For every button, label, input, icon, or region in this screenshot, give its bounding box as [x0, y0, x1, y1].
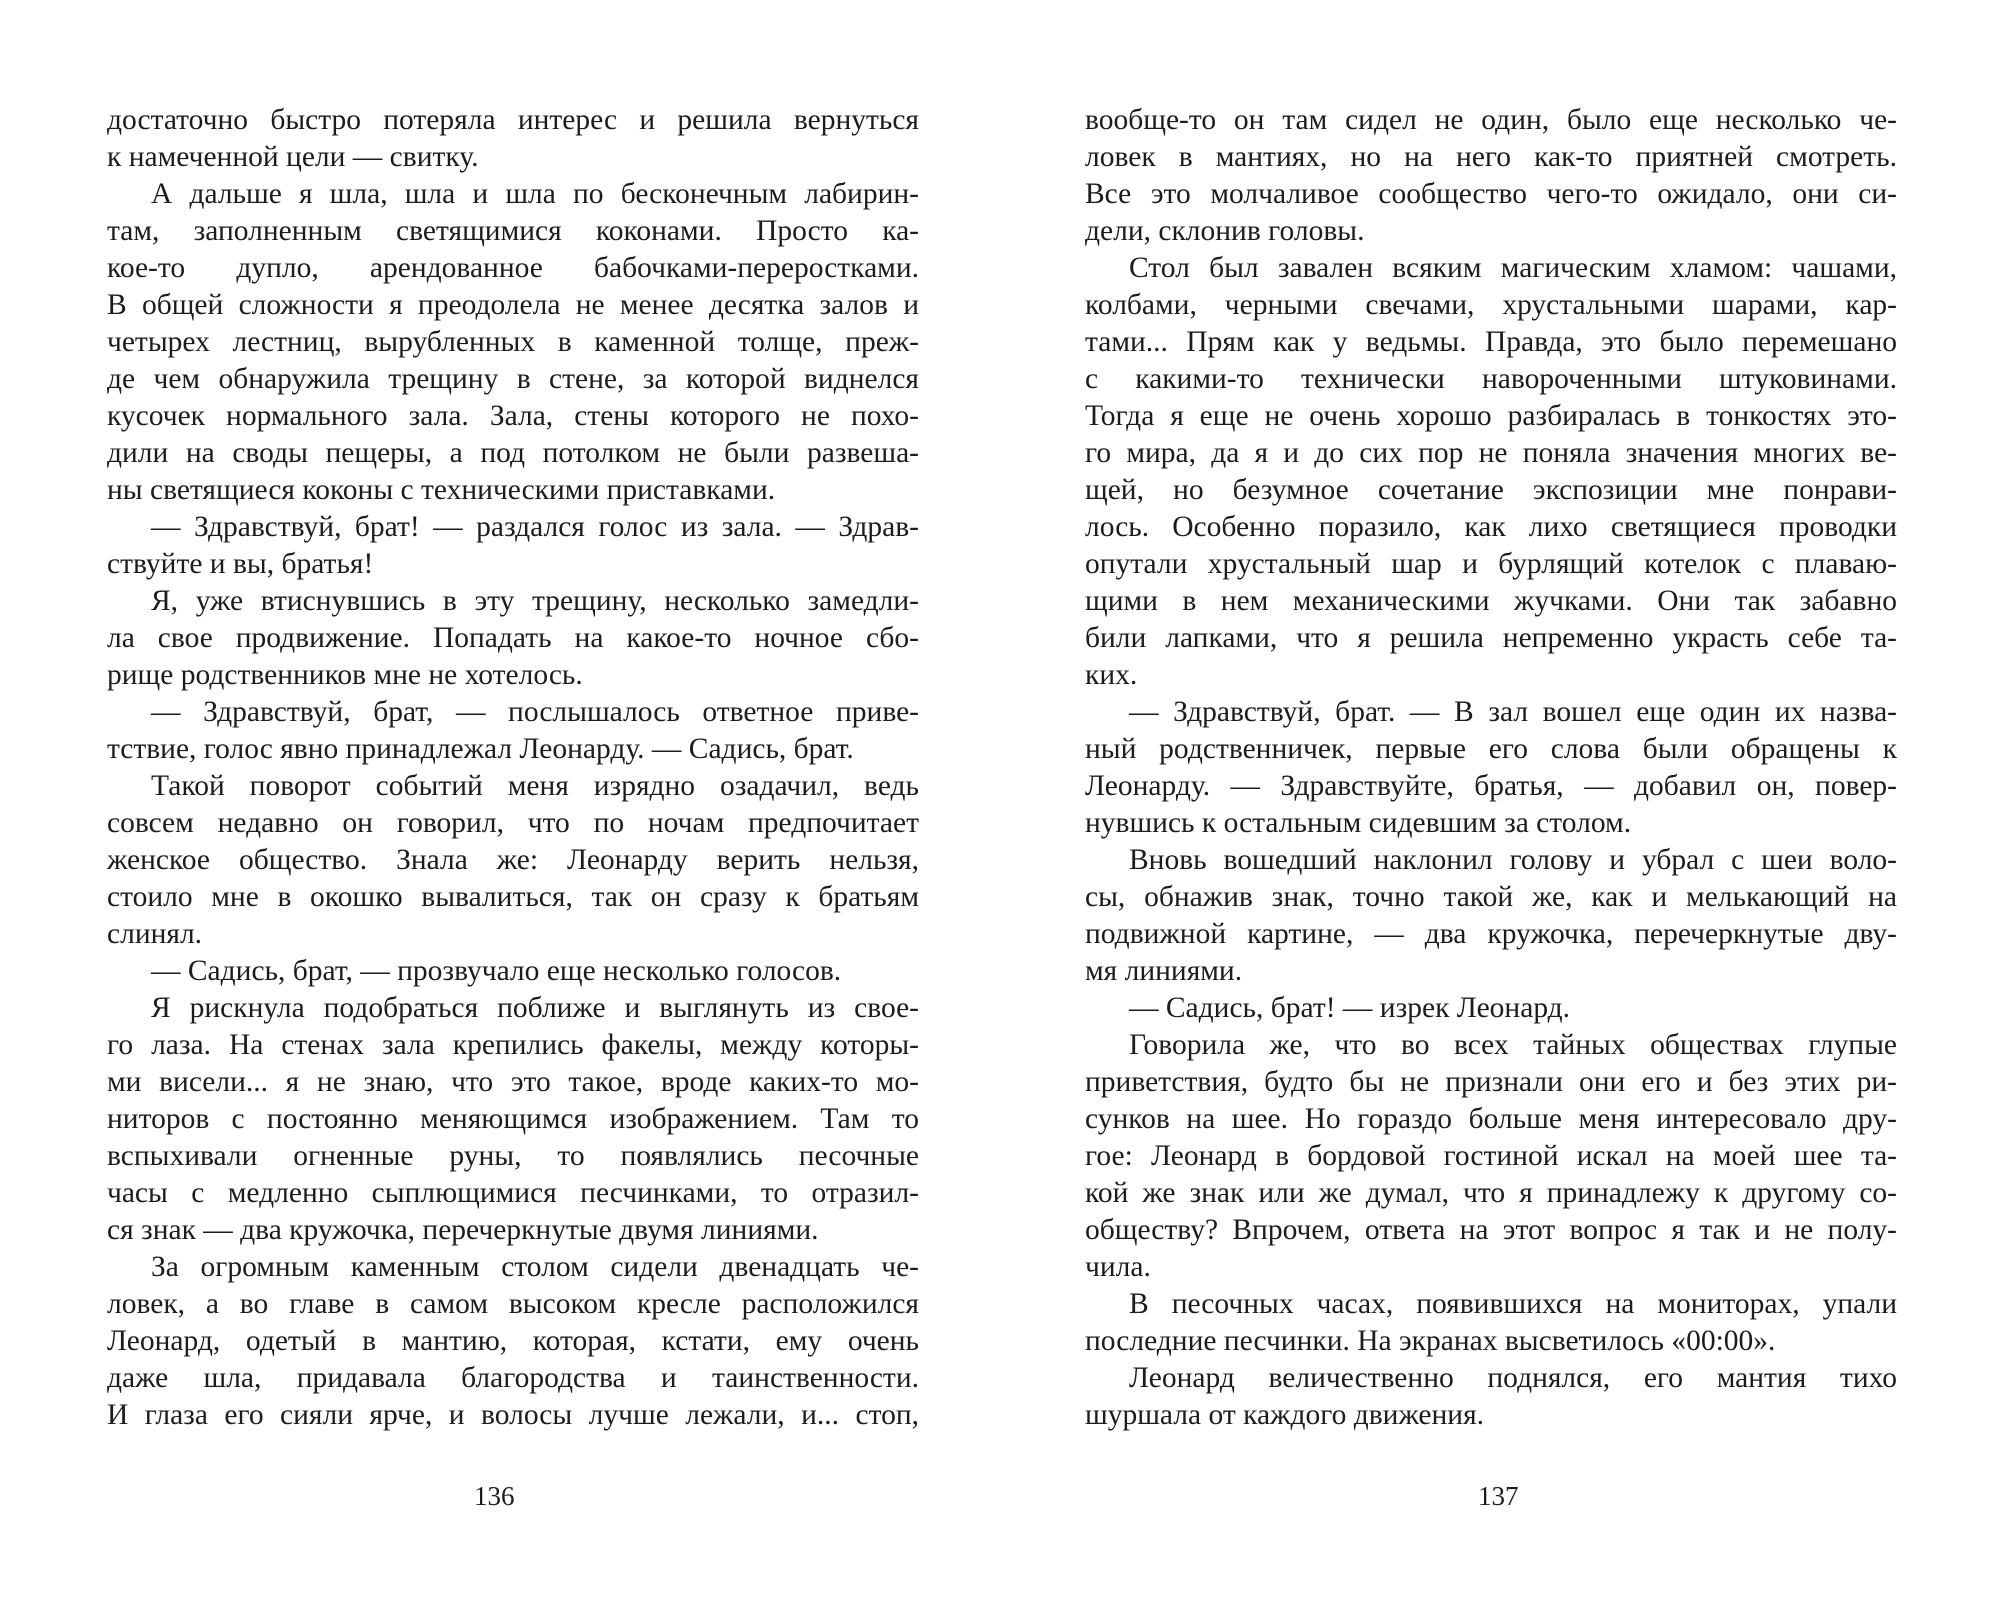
- text-line: лось. Особенно поразило, как лихо светящиеся проводки: [1085, 511, 1897, 543]
- text-line: Все это молчаливое сообщество чего-то ожидало, они си-: [1085, 178, 1897, 210]
- text-line: совсем недавно он говорил, что по ночам предпочитает: [107, 807, 919, 839]
- text-line: тами... Прям как у ведьмы. Правда, это было перемешано: [1085, 326, 1897, 358]
- text-line: ла свое продвижение. Попадать на какое-то ночное сбо-: [107, 622, 919, 654]
- text-line: В песочных часах, появившихся на мониторах, упали: [1129, 1288, 1897, 1320]
- text-line: часы с медленно сыплющимися песчинками, то отразил-: [107, 1177, 919, 1209]
- text-line: ся знак — два кружочка, перечеркнутые двумя линиями.: [107, 1214, 819, 1246]
- text-line: В общей сложности я преодолела не менее десятка залов и: [107, 289, 919, 321]
- text-line: щими в нем механическими жучками. Они так забавно: [1085, 585, 1897, 617]
- text-line: И глаза его сияли ярче, и волосы лучше лежали, и... стоп,: [107, 1399, 919, 1431]
- text-line: — Садись, брат, — прозвучало еще несколько голосов.: [151, 955, 842, 987]
- text-line: ный родственничек, первые его слова были обращены к: [1085, 733, 1897, 765]
- text-line: — Здравствуй, брат! — раздался голос из зала. — Здрав-: [151, 511, 919, 543]
- text-line: го лаза. На стенах зала крепились факелы, между которы-: [107, 1029, 919, 1061]
- text-line: сунков на шее. Но гораздо больше меня интересовало дру-: [1085, 1103, 1897, 1135]
- text-line: вспыхивали огненные руны, то появлялись песочные: [107, 1140, 919, 1172]
- text-line: рище родственников мне не хотелось.: [107, 659, 583, 691]
- text-line: ствуйте и вы, братья!: [107, 548, 374, 580]
- text-line: достаточно быстро потеряла интерес и решила вернуться: [107, 104, 919, 136]
- text-line: Я, уже втиснувшись в эту трещину, несколько замедли-: [151, 585, 919, 617]
- text-line: обществу? Впрочем, ответа на этот вопрос я так и не полу-: [1085, 1214, 1897, 1246]
- text-line: Леонард величественно поднялся, его мантия тихо: [1129, 1362, 1897, 1394]
- text-line: ниторов с постоянно меняющимся изображением. Там то: [107, 1103, 919, 1135]
- text-line: Я рискнула подобраться поближе и выглянуть из свое-: [151, 992, 919, 1024]
- text-line: ми висели... я не знаю, что это такое, вроде каких-то мо-: [107, 1066, 919, 1098]
- page-number: 136: [474, 1481, 515, 1511]
- text-line: кое-то дупло, арендованное бабочками-переростками.: [107, 252, 919, 284]
- text-line: Стол был завален всяким магическим хламом: чашами,: [1129, 252, 1897, 284]
- text-line: ловек, а во главе в самом высоком кресле расположился: [107, 1288, 919, 1320]
- text-line: последние песчинки. На экранах высветилось «00:00».: [1085, 1325, 1776, 1357]
- text-line: де чем обнаружила трещину в стене, за которой виднелся: [107, 363, 919, 395]
- text-line: кой же знак или же думал, что я принадлежу к другому со-: [1085, 1177, 1897, 1209]
- text-line: нувшись к остальным сидевшим за столом.: [1085, 807, 1632, 839]
- text-line: четырех лестниц, вырубленных в каменной толще, преж-: [107, 326, 919, 358]
- text-line: стоило мне в окошко вывалиться, так он сразу к братьям: [107, 881, 919, 913]
- text-line: чила.: [1085, 1251, 1151, 1283]
- text-line: го мира, да я и до сих пор не поняла значения многих ве-: [1085, 437, 1897, 469]
- text-line: даже шла, придавала благородства и таинственности.: [107, 1362, 919, 1394]
- left-page: [107, 102, 919, 1562]
- text-line: кусочек нормального зала. Зала, стены которого не похо-: [107, 400, 919, 432]
- text-line: тствие, голос явно принадлежал Леонарду. — Садись, брат.: [107, 733, 854, 765]
- text-line: Говорила же, что во всех тайных обществах глупые: [1129, 1029, 1897, 1061]
- text-line: Такой поворот событий меня изрядно озадачил, ведь: [151, 770, 919, 802]
- text-line: подвижной картине, — два кружочка, перечеркнутые дву-: [1085, 918, 1897, 950]
- page-number: 137: [1478, 1481, 1519, 1511]
- text-line: шуршала от каждого движения.: [1085, 1399, 1485, 1431]
- text-line: опутали хрустальный шар и бурлящий котелок с плаваю-: [1085, 548, 1897, 580]
- text-line: ловек в мантиях, но на него как-то приятней смотреть.: [1085, 141, 1897, 173]
- text-line: — Здравствуй, брат, — послышалось ответное приве-: [151, 696, 919, 728]
- text-line: щей, но безумное сочетание экспозиции мне понрави-: [1085, 474, 1897, 506]
- text-line: Вновь вошедший наклонил голову и убрал с шеи воло-: [1129, 844, 1897, 876]
- text-line: гое: Леонард в бордовой гостиной искал на моей шее та-: [1085, 1140, 1897, 1172]
- text-line: сы, обнажив знак, точно такой же, как и мелькающий на: [1085, 881, 1897, 913]
- text-line: там, заполненным светящимися коконами. Просто ка-: [107, 215, 919, 247]
- text-line: били лапками, что я решила непременно украсть себе та-: [1085, 622, 1897, 654]
- right-page: [1085, 102, 1897, 1562]
- text-line: слинял.: [107, 918, 203, 950]
- text-line: — Садись, брат! — изрек Леонард.: [1129, 992, 1571, 1024]
- text-line: женское общество. Знала же: Леонарду верить нельзя,: [107, 844, 919, 876]
- text-line: дили на своды пещеры, а под потолком не были развеша-: [107, 437, 919, 469]
- text-line: — Здравствуй, брат. — В зал вошел еще один их назва-: [1129, 696, 1897, 728]
- text-line: с какими-то технически навороченными штуковинами.: [1085, 363, 1897, 395]
- text-line: А дальше я шла, шла и шла по бесконечным лабирин-: [151, 178, 919, 210]
- text-line: Леонард, одетый в мантию, которая, кстати, ему очень: [107, 1325, 919, 1357]
- text-line: вообще-то он там сидел не один, было еще несколько че-: [1085, 104, 1897, 136]
- text-line: колбами, черными свечами, хрустальными шарами, кар-: [1085, 289, 1897, 321]
- text-line: к намеченной цели — свитку.: [107, 141, 479, 173]
- text-line: дели, склонив головы.: [1085, 215, 1365, 247]
- text-line: приветствия, будто бы не признали они его и без этих ри-: [1085, 1066, 1897, 1098]
- text-line: За огромным каменным столом сидели двенадцать че-: [151, 1251, 919, 1283]
- text-line: ких.: [1085, 659, 1138, 691]
- text-line: Тогда я еще не очень хорошо разбиралась в тонкостях это-: [1085, 400, 1897, 432]
- text-line: Леонарду. — Здравствуйте, братья, — добавил он, повер-: [1085, 770, 1897, 802]
- text-line: ны светящиеся коконы с техническими приставками.: [107, 474, 776, 506]
- text-line: мя линиями.: [1085, 955, 1243, 987]
